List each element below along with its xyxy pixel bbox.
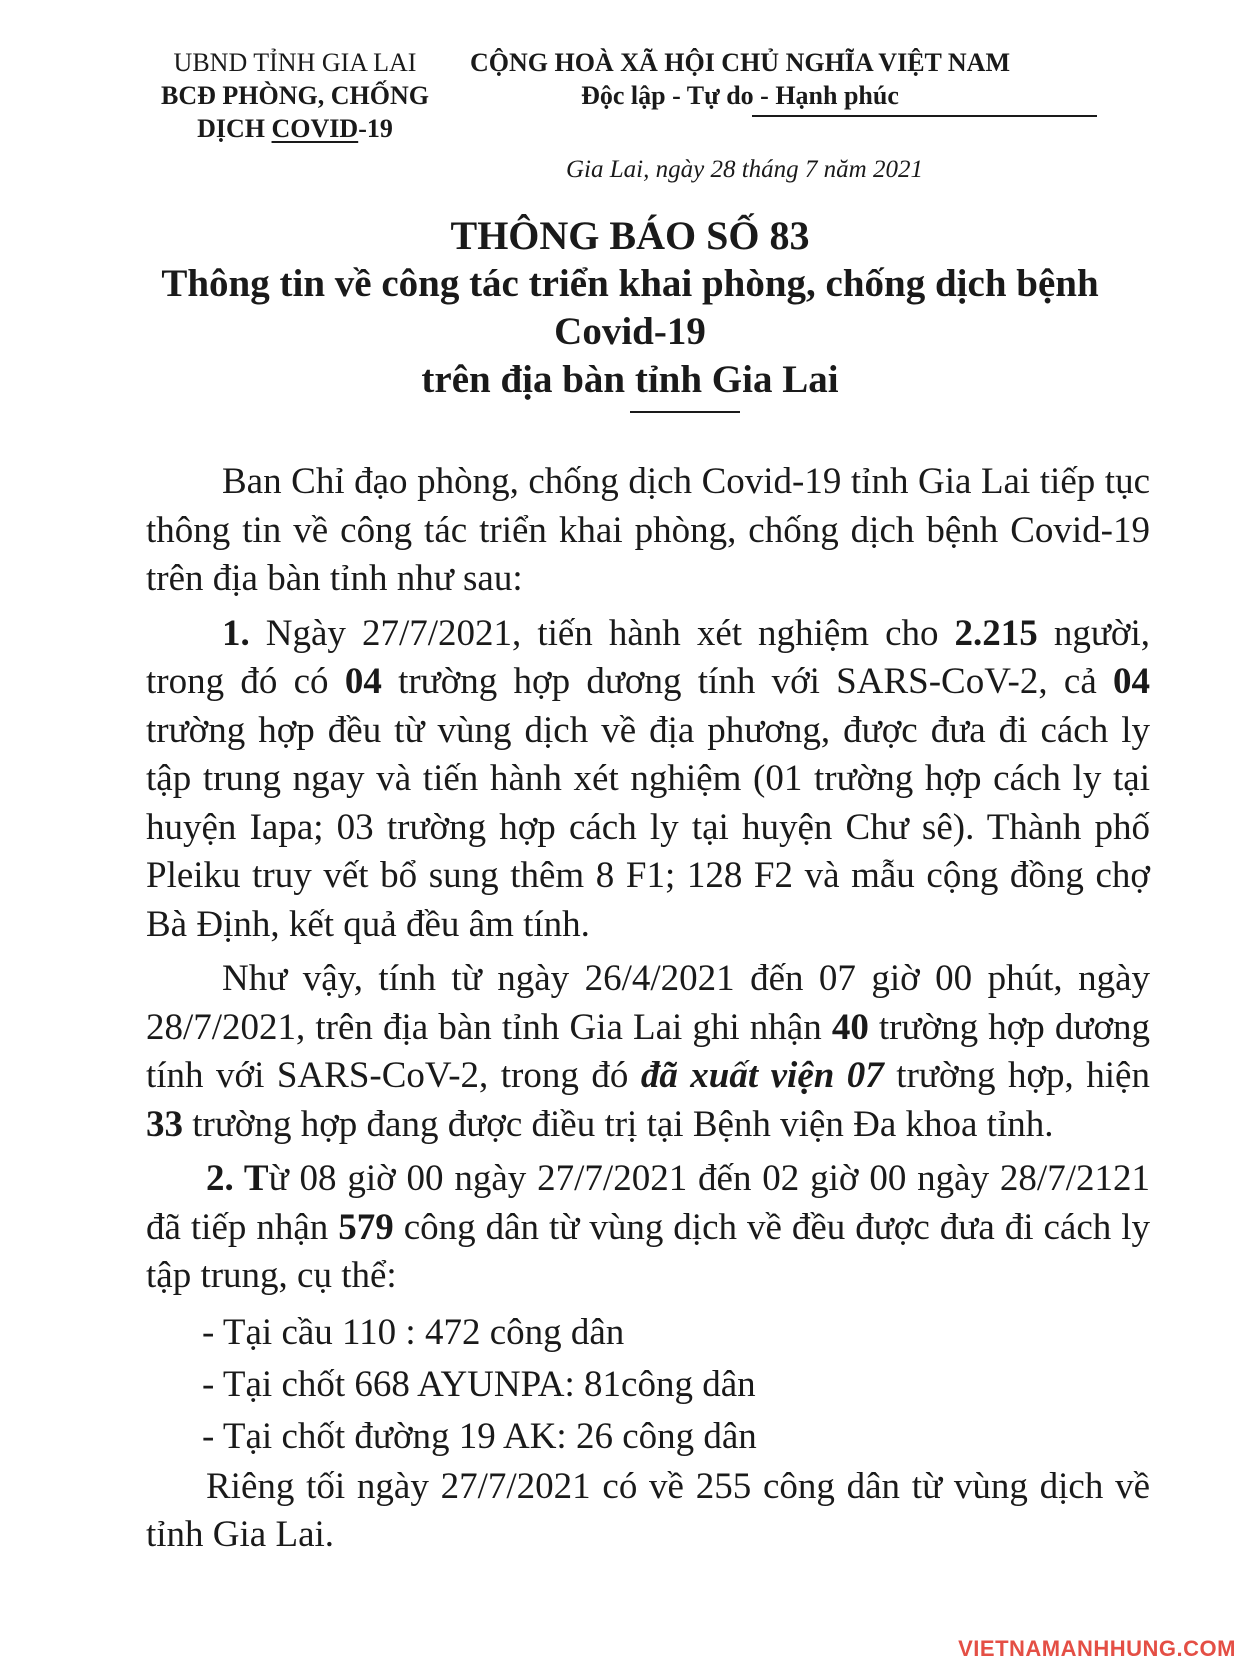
title-subject-line-2: Covid-19	[554, 310, 706, 353]
document-date: Gia Lai, ngày 28 tháng 7 năm 2021	[566, 156, 923, 183]
title-subject-line-1: Thông tin về công tác triển khai phòng, chống dịch bệnh	[161, 262, 1099, 305]
list-item: - Tại cầu 110 : 472 công dân	[202, 1311, 625, 1353]
list-item: - Tại chốt đường 19 AK: 26 công dân	[202, 1415, 757, 1457]
watermark-text: VIETNAMANHHUNG.COM	[958, 1636, 1236, 1661]
motto: Độc lập - Tự do - Hạnh phúc	[581, 81, 899, 110]
title-underline	[630, 411, 740, 413]
country-name: CỘNG HOÀ XÃ HỘI CHỦ NGHĨA VIỆT NAM	[469, 48, 1011, 77]
intro-paragraph: Ban Chỉ đạo phòng, chống dịch Covid-19 tỉnh Gia Lai tiếp tục thông tin về công tác triển khai phòng, chống dịch bệnh Covid-19 trên địa bàn tỉnh như sau:	[146, 461, 1150, 599]
document-body	[146, 458, 1150, 1559]
list-item: - Tại chốt 668 AYUNPA: 81công dân	[202, 1363, 756, 1405]
authority-line-3: DỊCH COVID-19	[197, 114, 393, 143]
national-motto	[450, 46, 1030, 112]
paragraph-1: 1. Ngày 27/7/2021, tiến hành xét nghiệm cho 2.215 người, trong đó có 04 trường hợp dương tính với SARS-CoV-2, cả 04 trường hợp đều từ vùng dịch về địa phương, được đưa đi cách ly tập trung ngay và tiến hành xét nghiệm (01 trường hợp cách ly tại huyện Iapa; 03 trường hợp cách ly tại huyện Chư sê). Thành phố Pleiku truy vết bổ sung thêm 8 F1; 128 F2 và mẫu cộng đồng chợ Bà Định, kết quả đều âm tính.	[146, 612, 1150, 945]
closing-paragraph: Riêng tối ngày 27/7/2021 có về 255 công dân từ vùng dịch về tỉnh Gia Lai.	[146, 1465, 1150, 1555]
authority-line-2: BCĐ PHÒNG, CHỐNG	[161, 81, 429, 110]
paragraph-2: Như vậy, tính từ ngày 26/4/2021 đến 07 giờ 00 phút, ngày 28/7/2021, trên địa bàn tỉnh Gia Lai ghi nhận 40 trường hợp dương tính với SARS-CoV-2, trong đó đã xuất viện 07 trường hợp, hiện 33 trường hợp đang được điều trị tại Bệnh viện Đa khoa tỉnh.	[146, 958, 1151, 1145]
title-number: THÔNG BÁO SỐ 83	[450, 213, 810, 258]
document-title	[130, 212, 1130, 404]
issuing-authority	[130, 46, 460, 145]
paragraph-3: 2. Từ 08 giờ 00 ngày 27/7/2021 đến 02 giờ 00 ngày 28/7/2121 đã tiếp nhận 579 công dân từ vùng dịch về đều được đưa đi cách ly tập trung, cụ thể:	[146, 1158, 1150, 1296]
authority-line-1: UBND TỈNH GIA LAI	[173, 48, 417, 77]
title-subject-line-3: trên địa bàn tỉnh Gia Lai	[421, 358, 839, 401]
motto-underline	[752, 115, 1097, 117]
